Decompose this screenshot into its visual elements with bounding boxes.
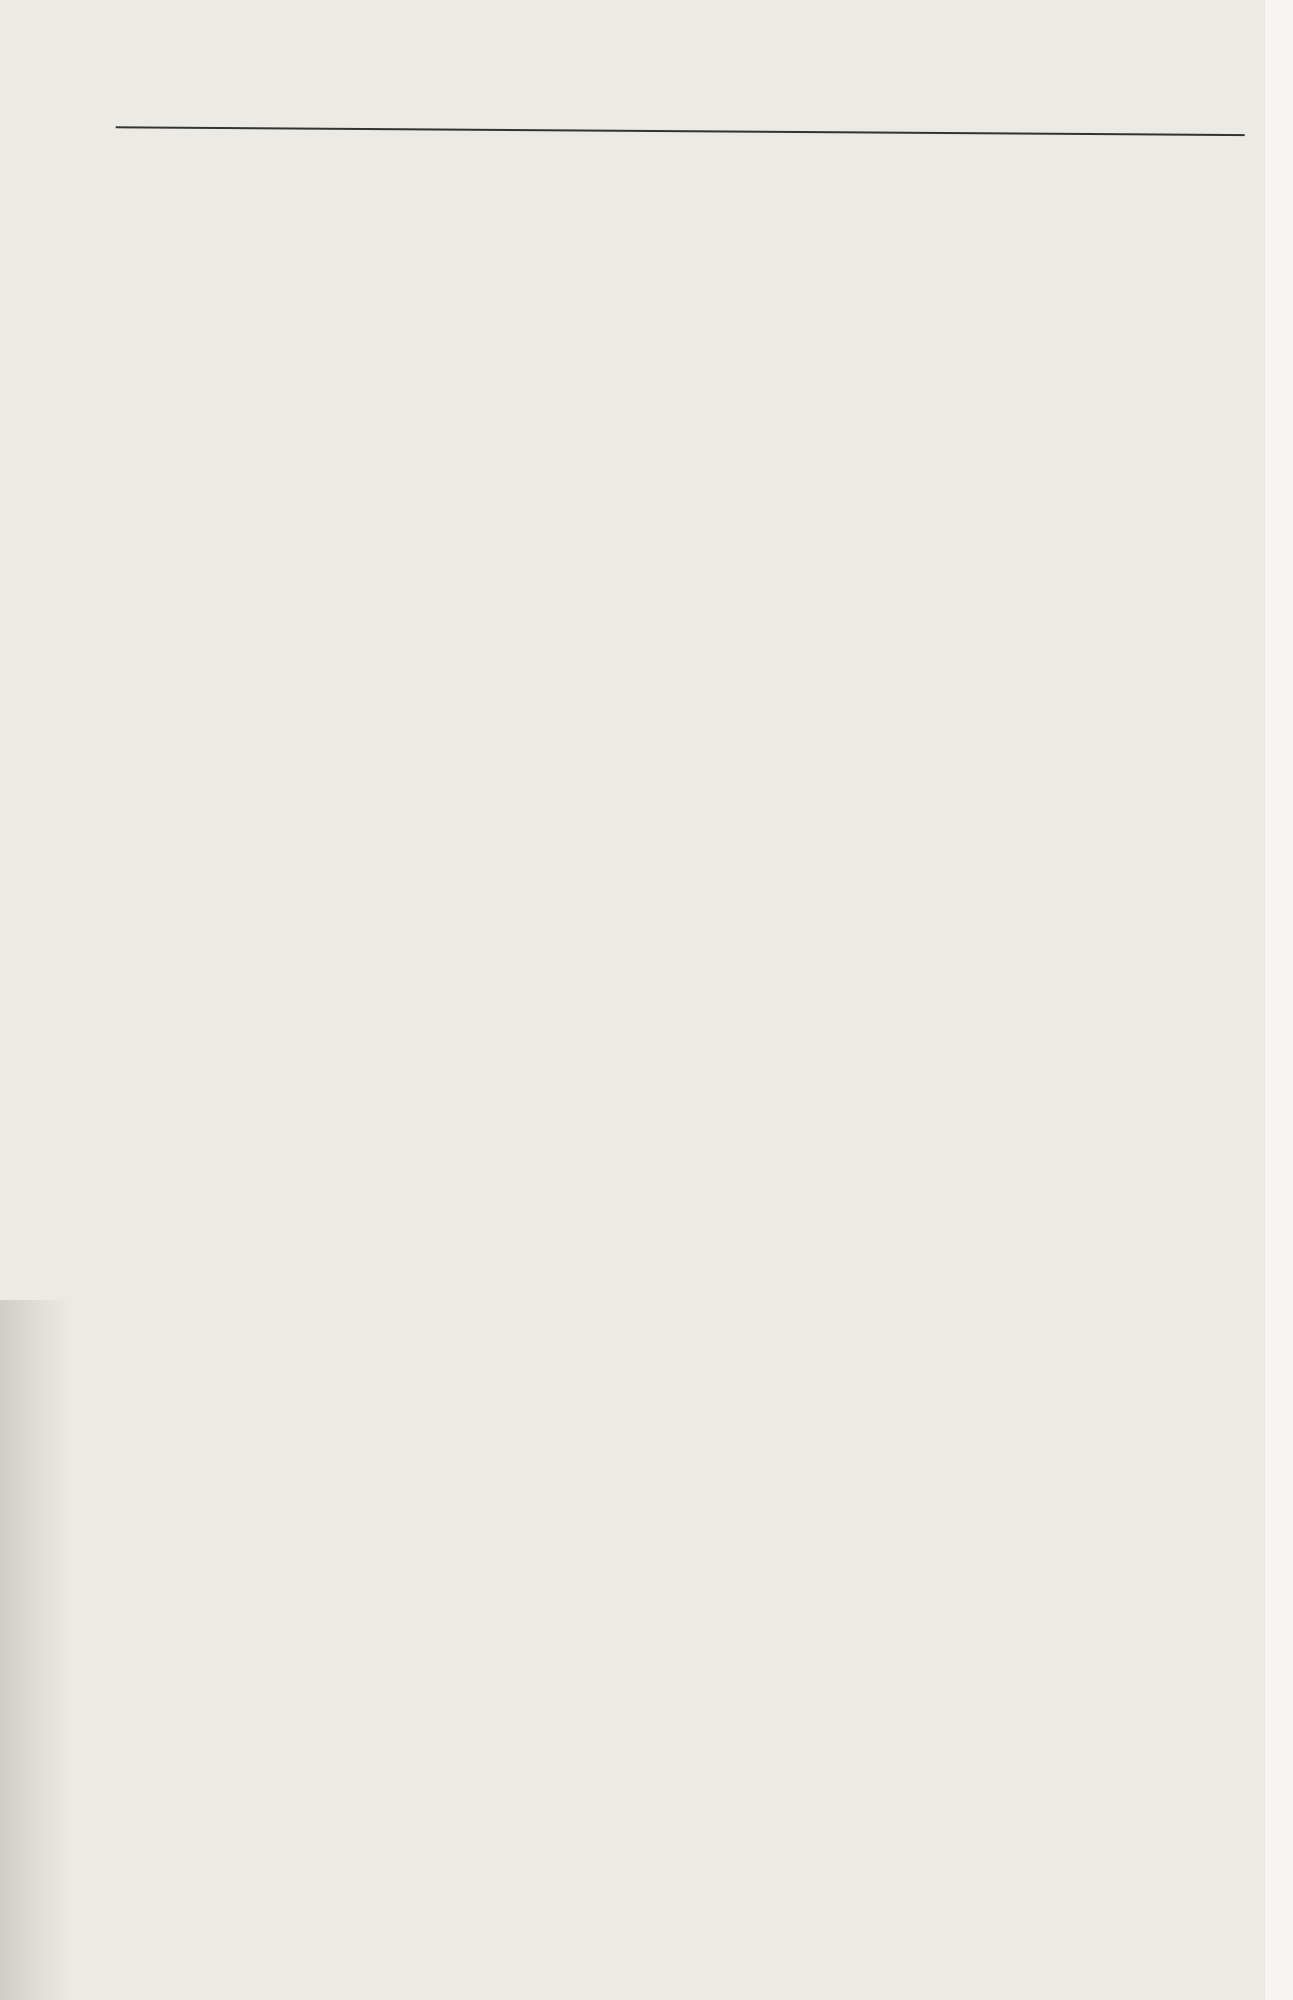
page-content [79, 86, 1245, 174]
place-year [79, 166, 1244, 174]
conference-title [79, 166, 1244, 174]
header-rule [116, 126, 1245, 136]
appendix-title [79, 166, 1244, 174]
toc-top [80, 146, 1245, 154]
organization-line-2 [79, 166, 1244, 174]
page-shadow [0, 1300, 70, 2000]
toc-conference [79, 166, 1244, 174]
page-edge [1265, 0, 1293, 2000]
page-header [80, 86, 1245, 134]
organization-line-1 [79, 166, 1244, 174]
